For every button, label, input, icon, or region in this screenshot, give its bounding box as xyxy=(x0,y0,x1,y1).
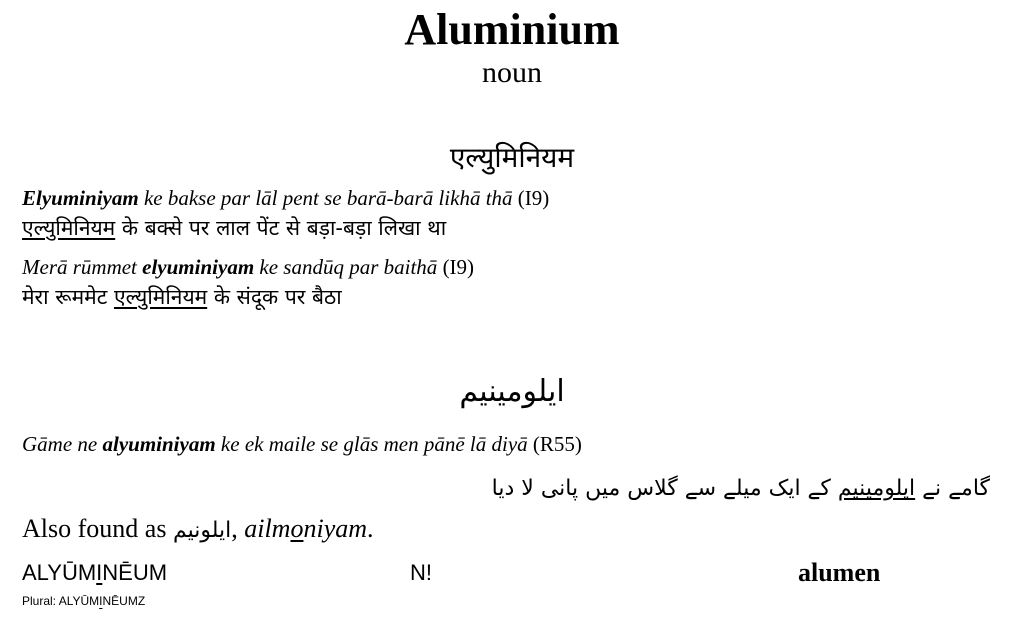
urdu-example-script-pre: گامے نے xyxy=(915,476,990,501)
also-found-roman-a: ailm xyxy=(244,514,291,543)
respelling-c: NĒUM xyxy=(102,560,168,585)
also-found-arabic-form: ایلونیم xyxy=(172,518,232,543)
hindi-example-1-source: (I9) xyxy=(512,186,550,210)
entry-headword: Aluminium xyxy=(404,5,620,54)
urdu-example-script xyxy=(492,476,990,501)
also-found-as xyxy=(22,514,374,544)
hindi-example-2-source: (I9) xyxy=(437,255,475,279)
hindi-example-2-script xyxy=(22,283,342,311)
hindi-example-2-script-rest: के संदूक पर बैठा xyxy=(207,285,342,309)
plural-form xyxy=(22,594,145,608)
hindi-example-2-keyword: elyuminiyam xyxy=(142,255,255,279)
hindi-example-1-translit xyxy=(22,186,549,211)
hindi-example-1-keyword: Elyuminiyam xyxy=(22,186,139,210)
respelling-b: I xyxy=(96,560,103,585)
hindi-example-1-rest: ke bakse par lāl pent se barā-barā likhā thā xyxy=(138,186,513,210)
also-found-roman-c: niyam xyxy=(303,514,368,543)
urdu-example-pre: Gāme ne xyxy=(22,432,103,456)
plural-a: ALYŪM xyxy=(58,594,100,608)
plural-b: I xyxy=(99,594,103,608)
plural-label: Plural: xyxy=(22,594,59,608)
urdu-example-script-word: ایلومینیم xyxy=(837,476,916,501)
hindi-example-2-rest: ke sandūq par baithā xyxy=(254,255,438,279)
urdu-heading: ایلومینیم xyxy=(459,374,565,409)
hindi-example-1-script xyxy=(22,214,446,242)
also-found-comma: , xyxy=(231,514,245,543)
hindi-example-1-script-word: एल्युमिनियम xyxy=(22,216,116,240)
respelling xyxy=(22,560,167,586)
hindi-example-1-script-rest: के बक्से पर लाल पेंट से बड़ा-बड़ा लिखा था xyxy=(115,216,447,240)
urdu-example-keyword: alyuminiyam xyxy=(102,432,216,456)
latin-etymon: alumen xyxy=(798,558,881,587)
hindi-heading: एल्युमिनियम xyxy=(449,141,575,174)
urdu-example-source: (R55) xyxy=(527,432,582,456)
also-found-roman-b: o xyxy=(290,514,304,543)
plural-c: NĒUMZ xyxy=(102,594,146,608)
also-found-period: . xyxy=(367,514,374,543)
hindi-example-2-translit xyxy=(22,255,474,280)
urdu-example-rest: ke ek maile se glās men pānē lā diyā xyxy=(215,432,528,456)
hindi-example-2-script-pre: मेरा रूममेट xyxy=(22,285,114,309)
respelling-a: ALYŪM xyxy=(22,560,97,585)
hindi-example-2-pre: Merā rūmmet xyxy=(22,255,143,279)
also-found-prefix: Also found as xyxy=(22,514,173,543)
hindi-example-2-script-word: एल्युमिनियम xyxy=(113,285,208,309)
urdu-example-translit xyxy=(22,432,582,457)
urdu-example-script-rest: کے ایک میلے سے گلاس میں پانی لا دیا xyxy=(491,476,838,501)
marker-text: N! xyxy=(410,560,432,585)
part-of-speech: noun xyxy=(482,56,542,89)
